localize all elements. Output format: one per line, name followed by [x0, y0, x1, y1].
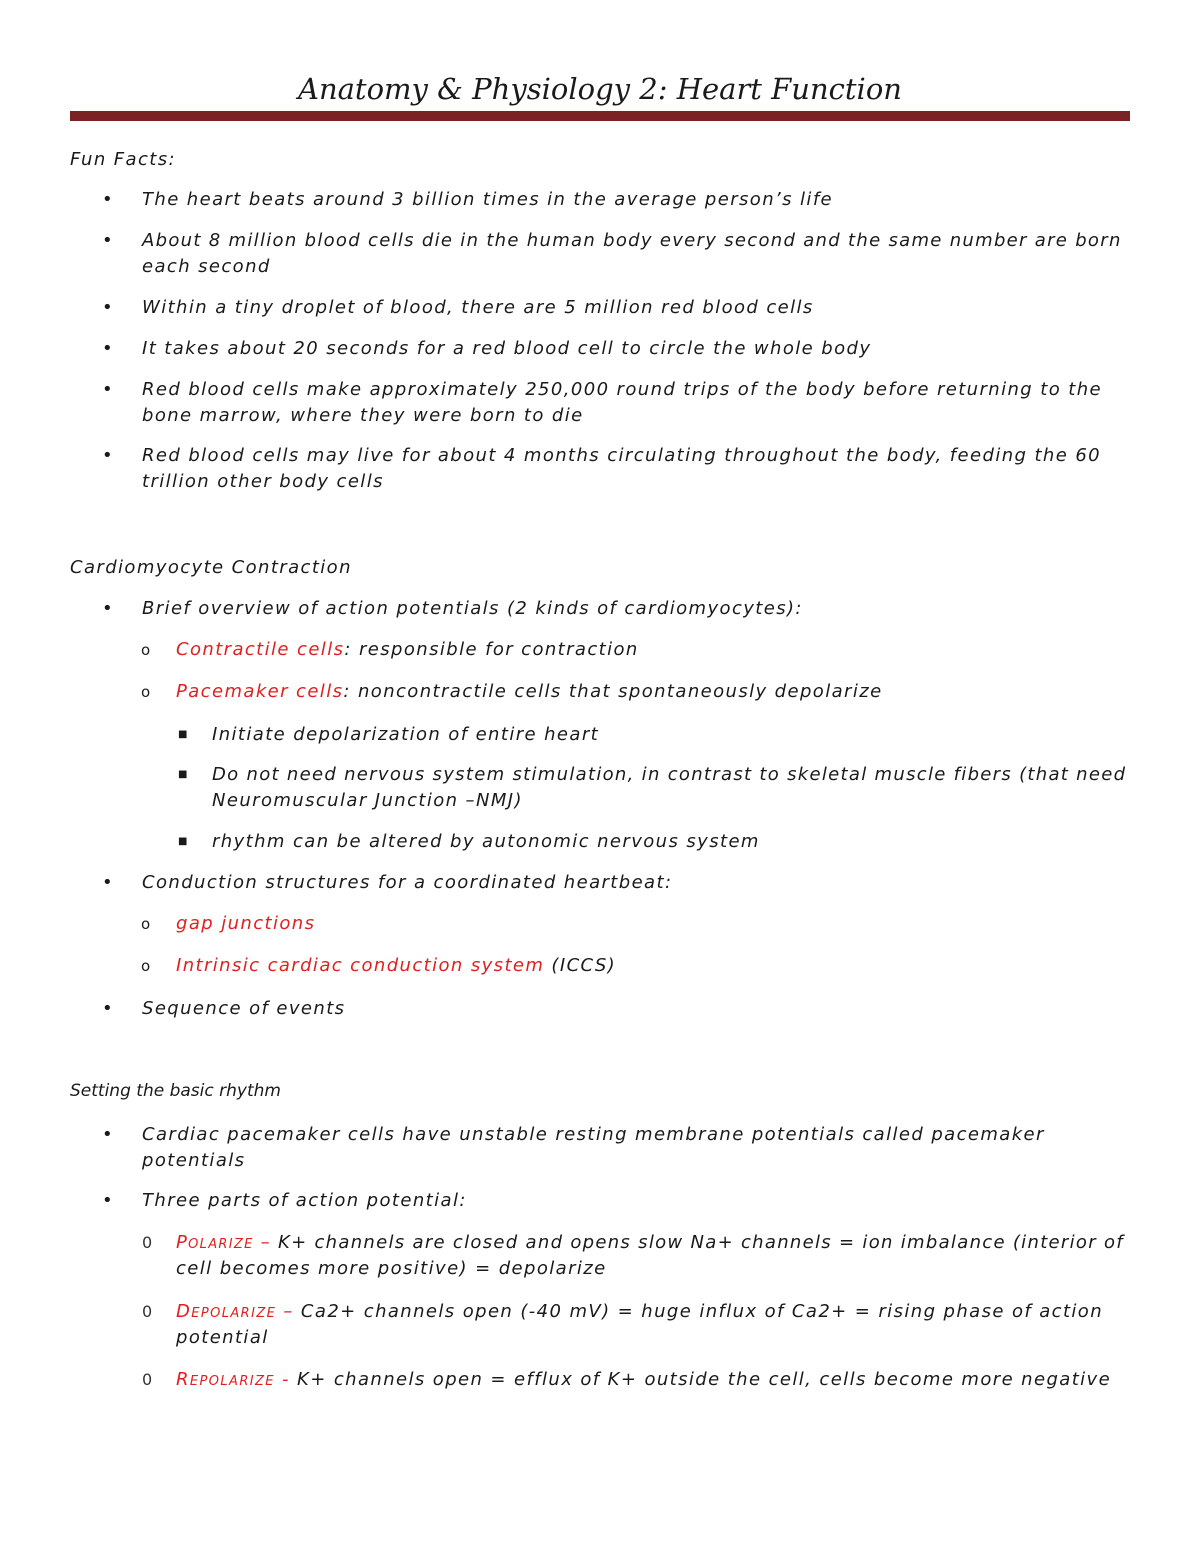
fun-fact-5-line-2: bone marrow, where they were born to die	[142, 405, 584, 426]
fun-fact-6-line-2: trillion other body cells	[142, 471, 384, 492]
bullet-dot: •	[102, 338, 113, 359]
bullet-circle: o	[141, 641, 151, 659]
gap-junctions-item: gap junctions	[176, 913, 316, 934]
bullet-square: ■	[178, 729, 188, 740]
bullet-dot: •	[102, 189, 113, 210]
polarize-line-2: cell becomes more positive) = depolarize	[176, 1258, 607, 1279]
pacemaker-sub-3: rhythm can be altered by autonomic nervous system	[212, 831, 760, 852]
repolarize-line-1	[176, 1367, 1111, 1393]
bullet-circle: o	[141, 683, 151, 701]
three-parts-item: Three parts of action potential:	[142, 1190, 467, 1211]
bullet-circle: o	[141, 915, 151, 933]
bullet-dot: •	[102, 872, 113, 893]
pacemaker-cells-term: Pacemaker cells	[176, 681, 344, 702]
depolarize-line-2: potential	[176, 1327, 269, 1348]
fun-fact-6-line-1: Red blood cells may live for about 4 months circulating throughout the body, feeding the 60	[142, 445, 1102, 466]
pacemaker-potentials-line-2: potentials	[142, 1150, 246, 1171]
bullet-zero: 0	[142, 1302, 153, 1321]
bullet-zero: 0	[142, 1233, 153, 1252]
fun-fact-5-line-1: Red blood cells make approximately 250,000 round trips of the body before returning to the	[142, 379, 1102, 400]
bullet-circle: o	[141, 957, 151, 975]
pacemaker-sub-2-line-2: Neuromuscular Junction –NMJ)	[212, 790, 523, 811]
polarize-line-1	[176, 1230, 1124, 1256]
contractile-cells-term: Contractile cells	[176, 639, 345, 660]
depolarize-desc: Ca2+ channels open (-40 mV) = huge influx of Ca2+ = rising phase of action	[293, 1301, 1104, 1322]
bullet-dot: •	[102, 297, 113, 318]
bullet-dot: •	[102, 998, 113, 1019]
repolarize-desc: K+ channels open = efflux of K+ outside the cell, cells become more negative	[289, 1369, 1112, 1390]
bullet-zero: 0	[142, 1370, 153, 1389]
bullet-dot: •	[102, 1190, 113, 1211]
polarize-term: Polarize –	[176, 1232, 271, 1253]
bullet-square: ■	[178, 836, 188, 847]
pacemaker-sub-2-line-1: Do not need nervous system stimulation, in contrast to skeletal muscle fibers (that need	[212, 764, 1127, 785]
fun-fact-2-line-1: About 8 million blood cells die in the human body every second and the same number are born	[142, 230, 1122, 251]
bullet-square: ■	[178, 769, 188, 780]
bullet-dot: •	[102, 379, 113, 400]
rhythm-heading: Setting the basic rhythm	[70, 1081, 281, 1101]
iccs-term: Intrinsic cardiac conduction system	[176, 955, 545, 976]
bullet-dot: •	[102, 445, 113, 466]
bullet-dot: •	[102, 230, 113, 251]
fun-fact-4: It takes about 20 seconds for a red blood cell to circle the whole body	[142, 338, 872, 359]
fun-fact-1: The heart beats around 3 billion times in the average person’s life	[142, 189, 834, 210]
pacemaker-sub-1: Initiate depolarization of entire heart	[212, 724, 600, 745]
bullet-dot: •	[102, 1124, 113, 1145]
sequence-item: Sequence of events	[142, 998, 346, 1019]
depolarize-line-1	[176, 1299, 1103, 1325]
pacemaker-cells-item	[176, 679, 883, 705]
depolarize-term: Depolarize –	[176, 1301, 294, 1322]
repolarize-term: Repolarize -	[176, 1369, 290, 1390]
pacemaker-cells-desc: : noncontractile cells that spontaneously depolarize	[343, 681, 883, 702]
conduction-item: Conduction structures for a coordinated heartbeat:	[142, 872, 673, 893]
contraction-heading: Cardiomyocyte Contraction	[70, 557, 352, 578]
fun-facts-heading: Fun Facts:	[70, 149, 176, 170]
bullet-dot: •	[102, 598, 113, 619]
document-title: Anatomy & Physiology 2: Heart Function	[298, 72, 902, 106]
contractile-cells-desc: : responsible for contraction	[344, 639, 639, 660]
iccs-item	[176, 953, 616, 979]
overview-item: Brief overview of action potentials (2 kinds of cardiomyocytes):	[142, 598, 803, 619]
fun-fact-2-line-2: each second	[142, 256, 271, 277]
polarize-desc: K+ channels are closed and opens slow Na+ channels = ion imbalance (interior of	[270, 1232, 1124, 1253]
fun-fact-3: Within a tiny droplet of blood, there are 5 million red blood cells	[142, 297, 814, 318]
pacemaker-potentials-line-1: Cardiac pacemaker cells have unstable resting membrane potentials called pacemaker	[142, 1124, 1045, 1145]
iccs-abbrev: (ICCS)	[544, 955, 617, 976]
contractile-cells-item	[176, 637, 639, 663]
title-divider	[70, 111, 1130, 121]
